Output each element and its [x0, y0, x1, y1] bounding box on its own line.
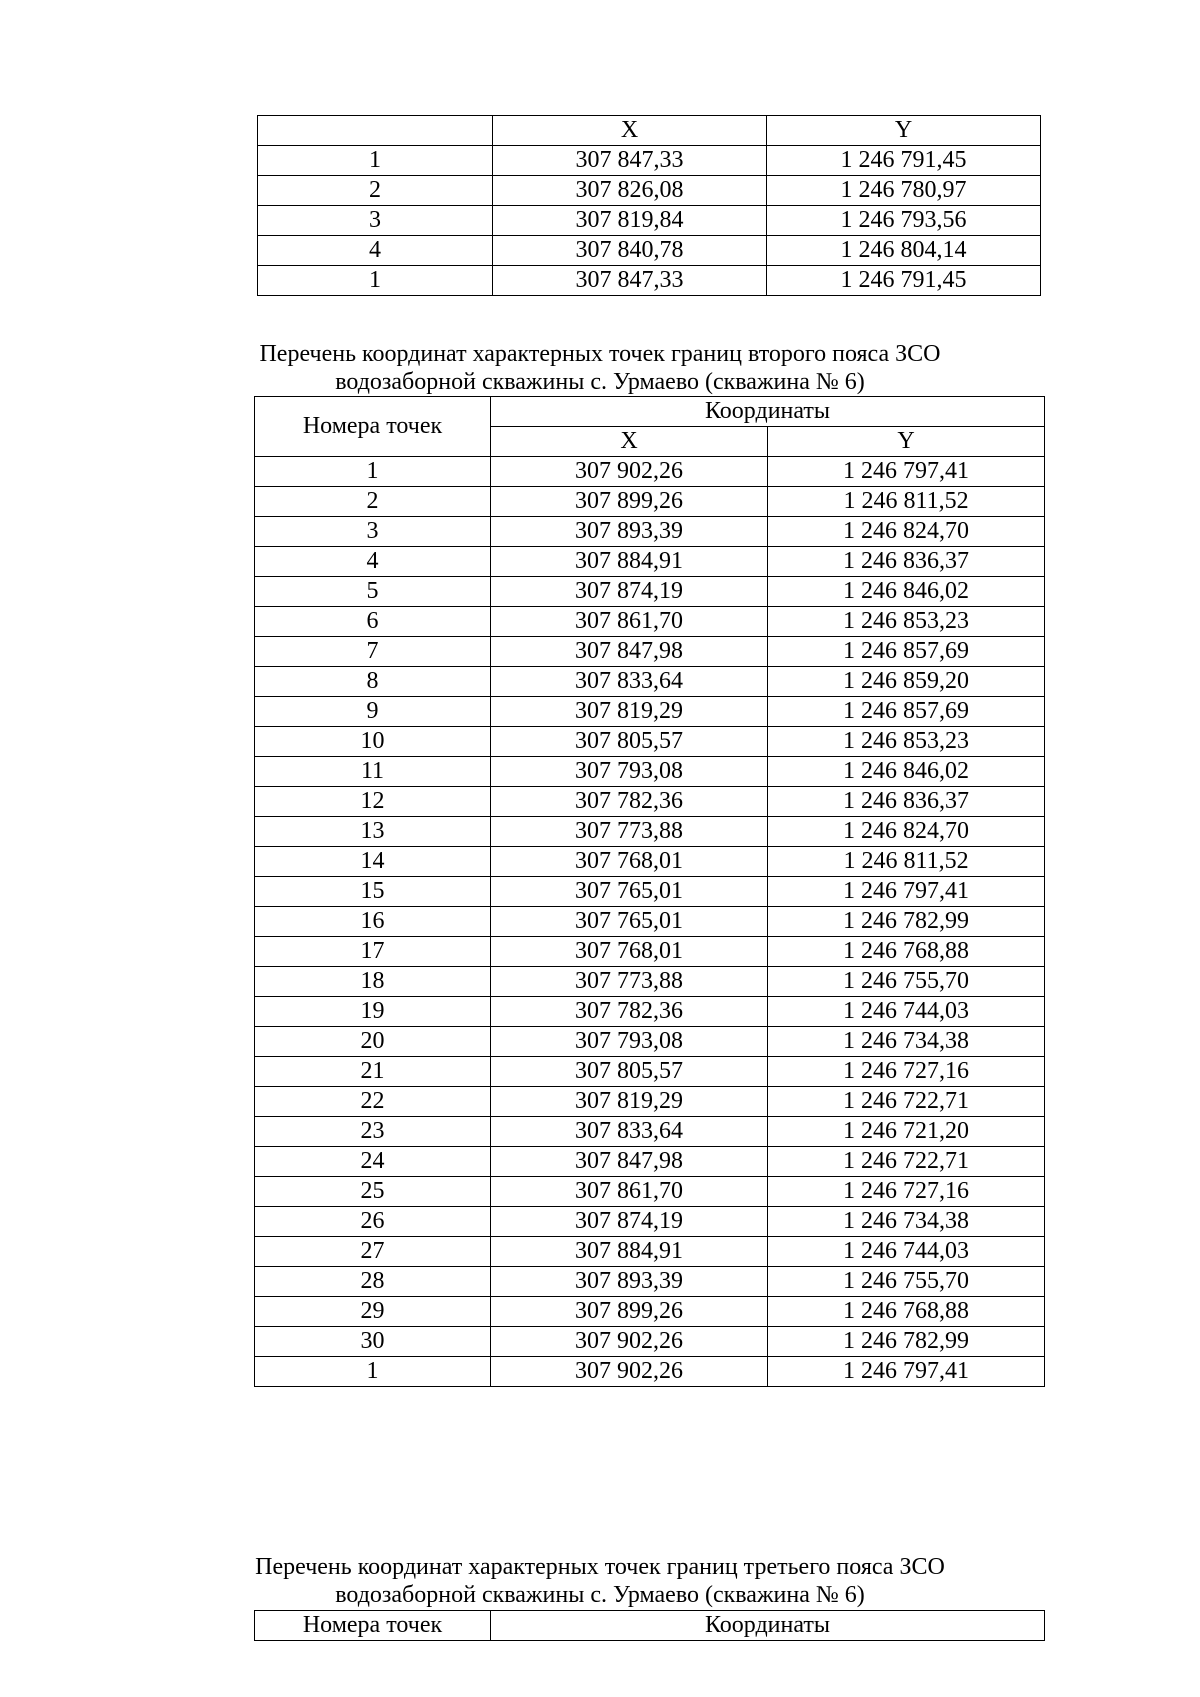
point-number-cell: 14 [255, 847, 491, 877]
point-number-cell: 7 [255, 637, 491, 667]
y-coordinate-cell: 1 246 734,38 [768, 1027, 1045, 1057]
x-coordinate-cell: 307 819,29 [491, 1087, 768, 1117]
x-coordinate-cell: 307 833,64 [491, 667, 768, 697]
x-coordinate-cell: 307 874,19 [491, 577, 768, 607]
point-number-cell: 15 [255, 877, 491, 907]
table-row [255, 1027, 1045, 1057]
point-number-cell: 9 [255, 697, 491, 727]
point-number-cell: 17 [255, 937, 491, 967]
x-coordinate-cell: 307 773,88 [491, 967, 768, 997]
header-empty-cell [258, 116, 493, 146]
table-row [255, 1177, 1045, 1207]
section2-title-line1: Перечень координат характерных точек границ второго пояса ЗСО [259, 341, 941, 367]
y-coordinate-cell: 1 246 853,23 [768, 727, 1045, 757]
y-coordinate-cell: 1 246 836,37 [768, 547, 1045, 577]
y-coordinate-cell: 1 246 755,70 [768, 1267, 1045, 1297]
table-row [258, 236, 1041, 266]
point-number-cell: 3 [258, 206, 493, 236]
y-coordinate-cell: 1 246 797,41 [768, 1357, 1045, 1387]
point-number-cell: 22 [255, 1087, 491, 1117]
point-number-cell: 5 [255, 577, 491, 607]
point-number-cell: 28 [255, 1267, 491, 1297]
table-header-row [258, 116, 1041, 146]
table-header-row [255, 397, 1045, 427]
x-coordinate-cell: 307 861,70 [491, 607, 768, 637]
y-coordinate-cell: 1 246 811,52 [768, 847, 1045, 877]
table-row [255, 1327, 1045, 1357]
coordinates-table-3 [254, 1610, 1045, 1641]
section3-caption [250, 1553, 950, 1609]
table-row [255, 1117, 1045, 1147]
table-body [255, 457, 1045, 1387]
y-coordinate-cell: 1 246 768,88 [768, 1297, 1045, 1327]
point-number-cell: 29 [255, 1297, 491, 1327]
point-number-cell: 27 [255, 1237, 491, 1267]
x-coordinate-cell: 307 902,26 [491, 1327, 768, 1357]
x-coordinate-cell: 307 793,08 [491, 757, 768, 787]
y-coordinate-cell: 1 246 791,45 [767, 146, 1041, 176]
x-coordinate-cell: 307 765,01 [491, 907, 768, 937]
x-coordinate-cell: 307 847,33 [493, 266, 767, 296]
header-y: Y [767, 116, 1041, 146]
table-row [255, 1087, 1045, 1117]
x-coordinate-cell: 307 847,33 [493, 146, 767, 176]
x-coordinate-cell: 307 826,08 [493, 176, 767, 206]
y-coordinate-cell: 1 246 811,52 [768, 487, 1045, 517]
y-coordinate-cell: 1 246 846,02 [768, 577, 1045, 607]
point-number-cell: 3 [255, 517, 491, 547]
point-number-cell: 4 [258, 236, 493, 266]
point-number-cell: 1 [258, 146, 493, 176]
point-number-cell: 6 [255, 607, 491, 637]
y-coordinate-cell: 1 246 791,45 [767, 266, 1041, 296]
header-points: Номера точек [255, 1611, 491, 1641]
point-number-cell: 30 [255, 1327, 491, 1357]
table-row [255, 817, 1045, 847]
x-coordinate-cell: 307 861,70 [491, 1177, 768, 1207]
y-coordinate-cell: 1 246 859,20 [768, 667, 1045, 697]
y-coordinate-cell: 1 246 846,02 [768, 757, 1045, 787]
x-coordinate-cell: 307 884,91 [491, 547, 768, 577]
coordinates-table-1 [257, 115, 1041, 296]
table-row [255, 1057, 1045, 1087]
section2-title-line2: водозаборной скважины с. Урмаево (скважина № 6) [335, 369, 865, 395]
point-number-cell: 8 [255, 667, 491, 697]
point-number-cell: 13 [255, 817, 491, 847]
section2-caption [250, 340, 950, 396]
point-number-cell: 21 [255, 1057, 491, 1087]
table-row [255, 577, 1045, 607]
y-coordinate-cell: 1 246 721,20 [768, 1117, 1045, 1147]
point-number-cell: 20 [255, 1027, 491, 1057]
x-coordinate-cell: 307 893,39 [491, 517, 768, 547]
y-coordinate-cell: 1 246 797,41 [768, 877, 1045, 907]
section3-title-line2: водозаборной скважины с. Урмаево (скважина № 6) [335, 1582, 865, 1608]
table-row [258, 266, 1041, 296]
x-coordinate-cell: 307 902,26 [491, 457, 768, 487]
y-coordinate-cell: 1 246 797,41 [768, 457, 1045, 487]
x-coordinate-cell: 307 884,91 [491, 1237, 768, 1267]
point-number-cell: 25 [255, 1177, 491, 1207]
y-coordinate-cell: 1 246 744,03 [768, 997, 1045, 1027]
point-number-cell: 1 [255, 1357, 491, 1387]
table-header-row [255, 1611, 1045, 1641]
x-coordinate-cell: 307 847,98 [491, 1147, 768, 1177]
y-coordinate-cell: 1 246 824,70 [768, 517, 1045, 547]
point-number-cell: 18 [255, 967, 491, 997]
x-coordinate-cell: 307 902,26 [491, 1357, 768, 1387]
x-coordinate-cell: 307 833,64 [491, 1117, 768, 1147]
table-row [255, 1267, 1045, 1297]
x-coordinate-cell: 307 782,36 [491, 787, 768, 817]
point-number-cell: 12 [255, 787, 491, 817]
y-coordinate-cell: 1 246 857,69 [768, 637, 1045, 667]
table-row [255, 787, 1045, 817]
table-row [255, 517, 1045, 547]
x-coordinate-cell: 307 819,84 [493, 206, 767, 236]
y-coordinate-cell: 1 246 853,23 [768, 607, 1045, 637]
point-number-cell: 11 [255, 757, 491, 787]
y-coordinate-cell: 1 246 836,37 [768, 787, 1045, 817]
x-coordinate-cell: 307 765,01 [491, 877, 768, 907]
y-coordinate-cell: 1 246 727,16 [768, 1177, 1045, 1207]
table-row [255, 607, 1045, 637]
table-row [255, 907, 1045, 937]
point-number-cell: 16 [255, 907, 491, 937]
point-number-cell: 23 [255, 1117, 491, 1147]
table-row [255, 637, 1045, 667]
table-row [255, 457, 1045, 487]
x-coordinate-cell: 307 899,26 [491, 1297, 768, 1327]
table-row [255, 967, 1045, 997]
table-row [255, 1237, 1045, 1267]
point-number-cell: 1 [255, 457, 491, 487]
y-coordinate-cell: 1 246 780,97 [767, 176, 1041, 206]
x-coordinate-cell: 307 773,88 [491, 817, 768, 847]
y-coordinate-cell: 1 246 727,16 [768, 1057, 1045, 1087]
y-coordinate-cell: 1 246 744,03 [768, 1237, 1045, 1267]
y-coordinate-cell: 1 246 824,70 [768, 817, 1045, 847]
y-coordinate-cell: 1 246 804,14 [767, 236, 1041, 266]
point-number-cell: 26 [255, 1207, 491, 1237]
section3-title-line1: Перечень координат характерных точек границ третьего пояса ЗСО [255, 1554, 945, 1580]
header-y: Y [768, 427, 1045, 457]
table-row [255, 697, 1045, 727]
table-row [255, 877, 1045, 907]
table-row [255, 487, 1045, 517]
table-row [255, 937, 1045, 967]
x-coordinate-cell: 307 793,08 [491, 1027, 768, 1057]
table-row [255, 997, 1045, 1027]
header-x: X [493, 116, 767, 146]
table-row [255, 1297, 1045, 1327]
point-number-cell: 24 [255, 1147, 491, 1177]
x-coordinate-cell: 307 899,26 [491, 487, 768, 517]
point-number-cell: 2 [258, 176, 493, 206]
point-number-cell: 1 [258, 266, 493, 296]
table-row [258, 146, 1041, 176]
table-row [258, 206, 1041, 236]
x-coordinate-cell: 307 805,57 [491, 1057, 768, 1087]
y-coordinate-cell: 1 246 768,88 [768, 937, 1045, 967]
y-coordinate-cell: 1 246 755,70 [768, 967, 1045, 997]
header-x: X [491, 427, 768, 457]
table-row [255, 757, 1045, 787]
x-coordinate-cell: 307 768,01 [491, 937, 768, 967]
x-coordinate-cell: 307 893,39 [491, 1267, 768, 1297]
table-row [258, 176, 1041, 206]
table-body [258, 146, 1041, 296]
table-row [255, 547, 1045, 577]
y-coordinate-cell: 1 246 857,69 [768, 697, 1045, 727]
x-coordinate-cell: 307 768,01 [491, 847, 768, 877]
y-coordinate-cell: 1 246 793,56 [767, 206, 1041, 236]
y-coordinate-cell: 1 246 782,99 [768, 907, 1045, 937]
table-row [255, 1147, 1045, 1177]
x-coordinate-cell: 307 874,19 [491, 1207, 768, 1237]
point-number-cell: 2 [255, 487, 491, 517]
point-number-cell: 10 [255, 727, 491, 757]
table-row [255, 667, 1045, 697]
x-coordinate-cell: 307 819,29 [491, 697, 768, 727]
header-coords: Координаты [491, 1611, 1045, 1641]
y-coordinate-cell: 1 246 734,38 [768, 1207, 1045, 1237]
x-coordinate-cell: 307 840,78 [493, 236, 767, 266]
header-coords: Координаты [491, 397, 1045, 427]
table-row [255, 1207, 1045, 1237]
y-coordinate-cell: 1 246 782,99 [768, 1327, 1045, 1357]
x-coordinate-cell: 307 805,57 [491, 727, 768, 757]
y-coordinate-cell: 1 246 722,71 [768, 1147, 1045, 1177]
table-row [255, 727, 1045, 757]
point-number-cell: 19 [255, 997, 491, 1027]
table-row [255, 1357, 1045, 1387]
x-coordinate-cell: 307 782,36 [491, 997, 768, 1027]
y-coordinate-cell: 1 246 722,71 [768, 1087, 1045, 1117]
header-points: Номера точек [255, 397, 491, 457]
x-coordinate-cell: 307 847,98 [491, 637, 768, 667]
coordinates-table-2 [254, 396, 1045, 1387]
table-row [255, 847, 1045, 877]
point-number-cell: 4 [255, 547, 491, 577]
